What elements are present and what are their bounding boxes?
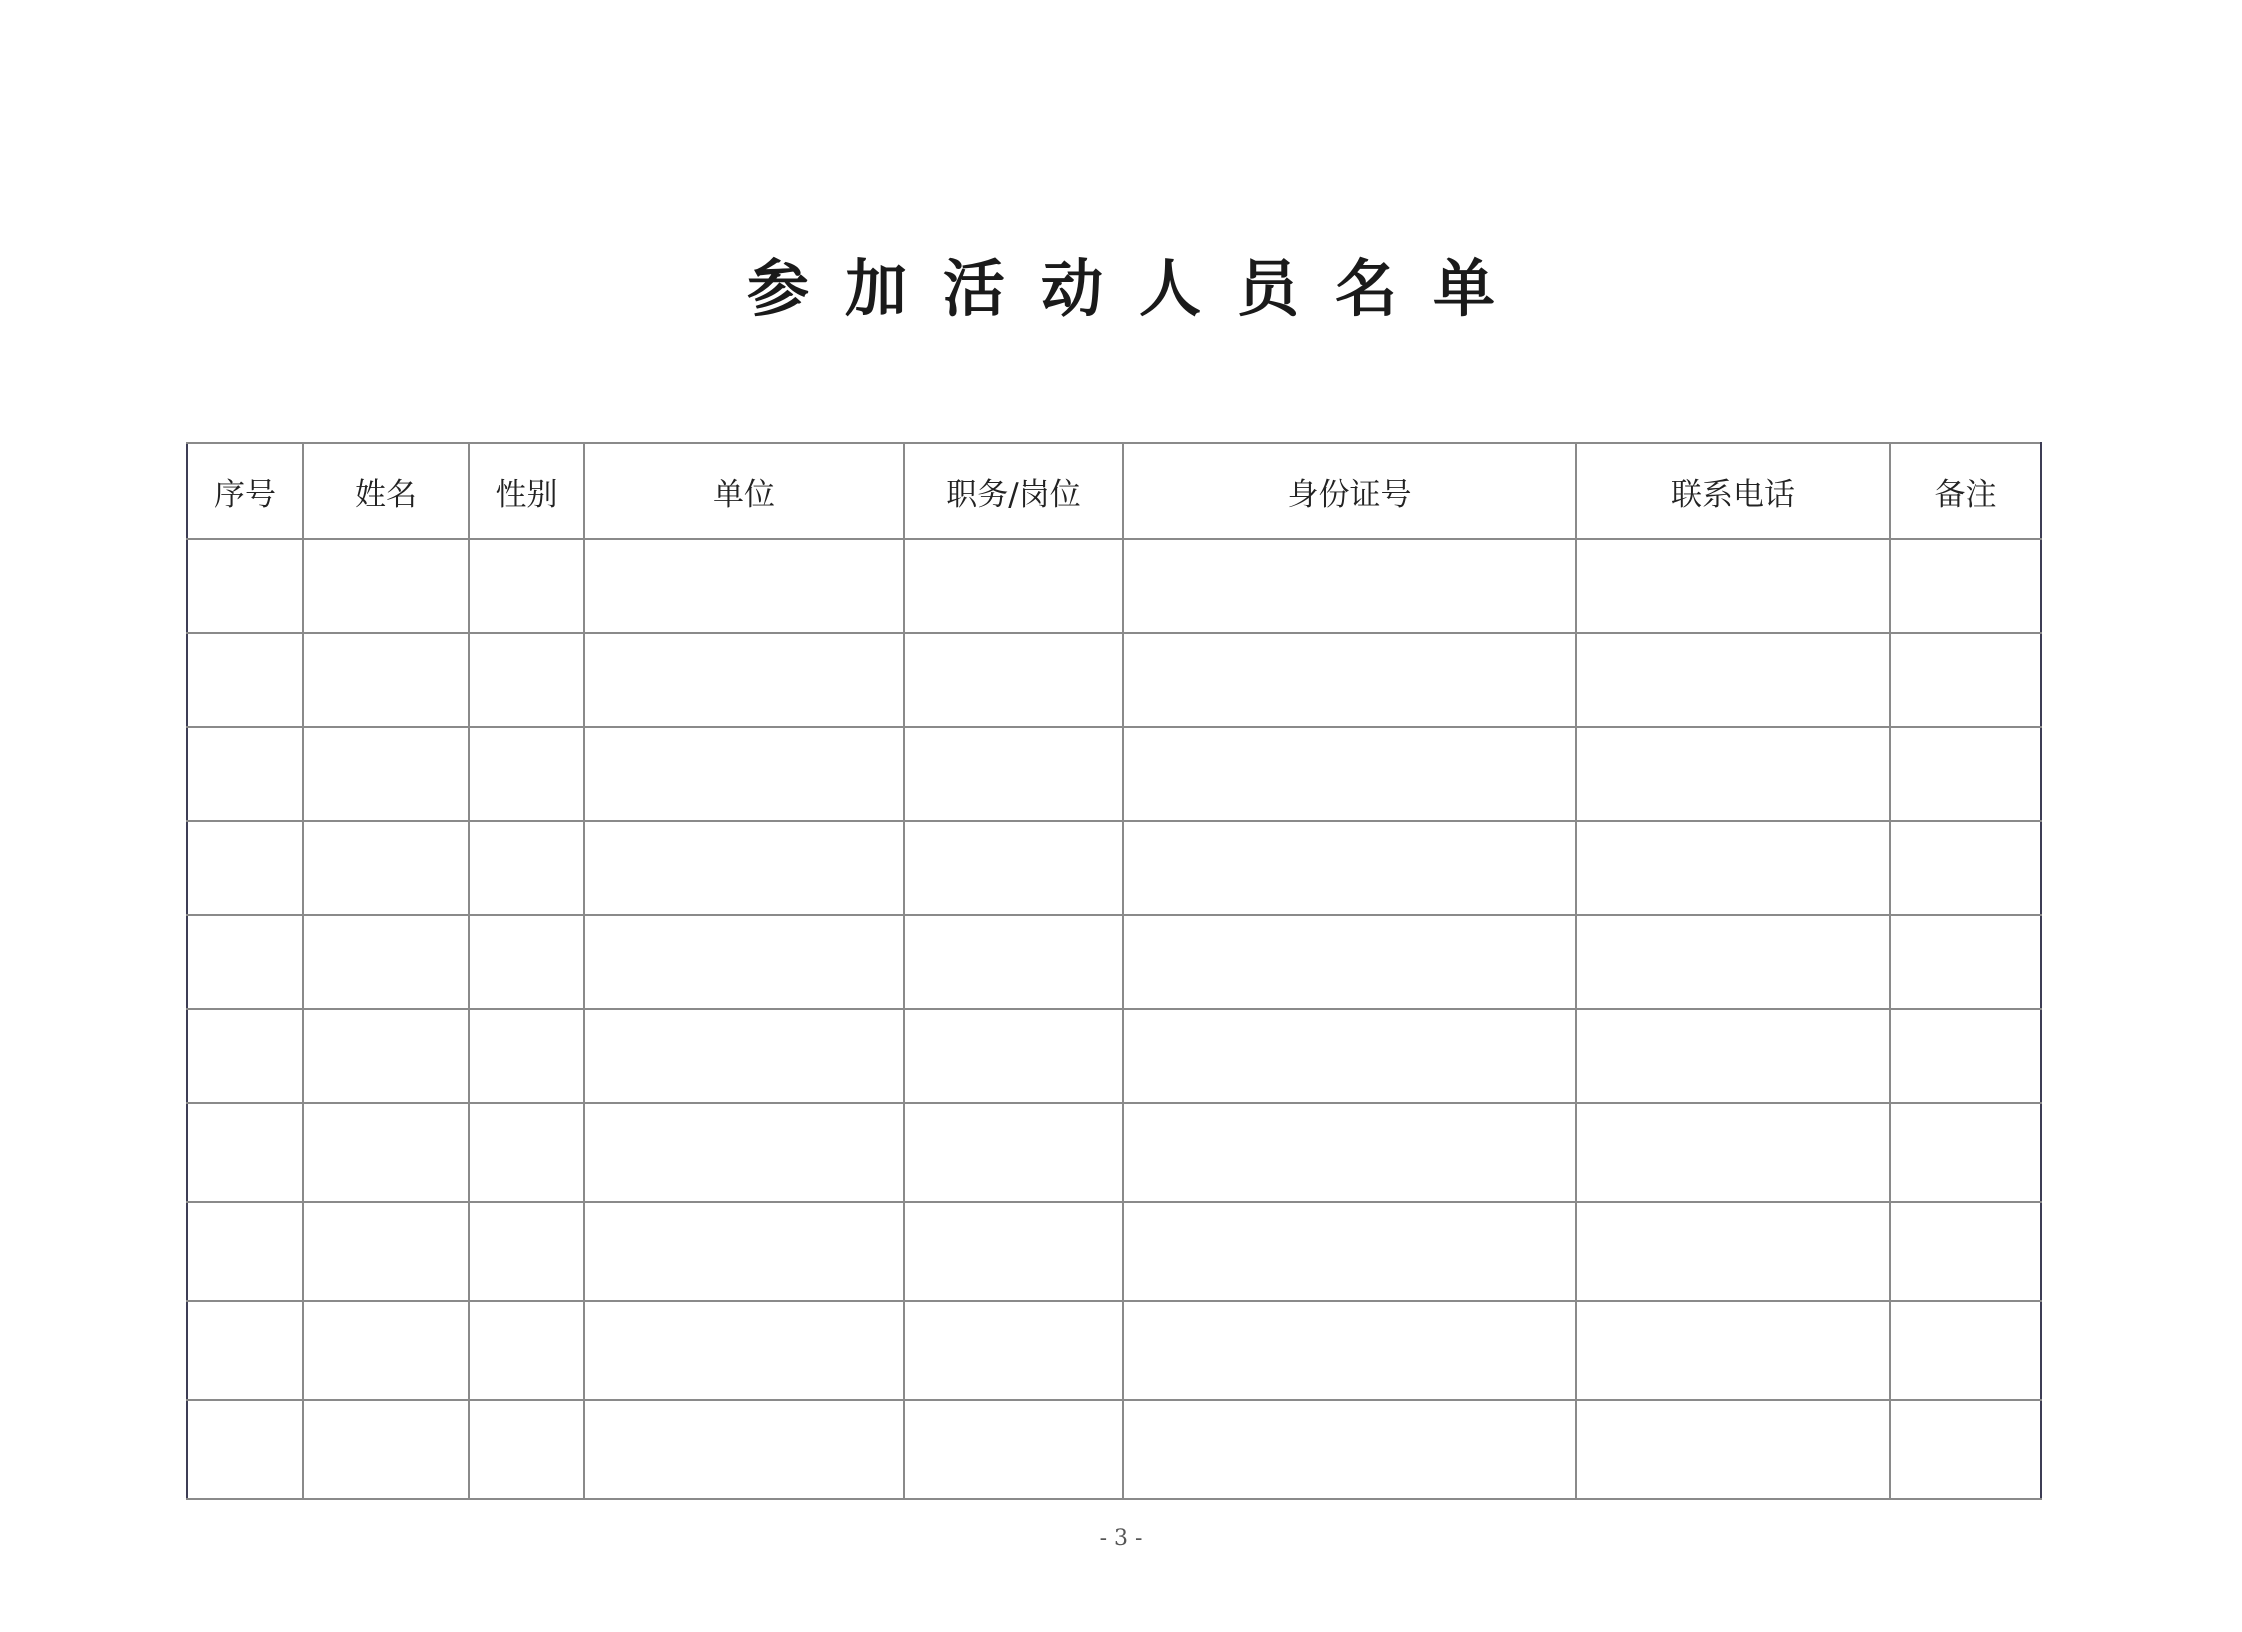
table-cell-gender bbox=[469, 539, 584, 633]
table-row bbox=[187, 915, 2041, 1009]
table-cell-remarks bbox=[1890, 727, 2041, 821]
table-cell-name bbox=[303, 539, 469, 633]
table-cell-remarks bbox=[1890, 1103, 2041, 1202]
header-cell-remarks: 备注 bbox=[1890, 443, 2041, 539]
table-cell-remarks bbox=[1890, 915, 2041, 1009]
table-cell-index bbox=[187, 821, 303, 915]
table-row bbox=[187, 1009, 2041, 1103]
table-cell-name bbox=[303, 1301, 469, 1400]
table-cell-index bbox=[187, 727, 303, 821]
table-cell-id-number bbox=[1123, 633, 1576, 727]
table-row bbox=[187, 539, 2041, 633]
table-cell-gender bbox=[469, 1301, 584, 1400]
table-cell-organization bbox=[584, 821, 904, 915]
table-cell-phone bbox=[1576, 727, 1890, 821]
table-cell-organization bbox=[584, 633, 904, 727]
header-cell-organization: 单位 bbox=[584, 443, 904, 539]
page-title: 参加活动人员名单 bbox=[746, 252, 1531, 325]
table-cell-id-number bbox=[1123, 727, 1576, 821]
participant-table bbox=[186, 442, 2042, 1500]
table-cell-gender bbox=[469, 1202, 584, 1301]
table-cell-index bbox=[187, 1009, 303, 1103]
table-cell-phone bbox=[1576, 821, 1890, 915]
table-row bbox=[187, 633, 2041, 727]
table-cell-position bbox=[904, 915, 1123, 1009]
table-cell-remarks bbox=[1890, 1400, 2041, 1499]
table-cell-id-number bbox=[1123, 1400, 1576, 1499]
header-cell-position: 职务/岗位 bbox=[904, 443, 1123, 539]
table-cell-remarks bbox=[1890, 1301, 2041, 1400]
table-cell-phone bbox=[1576, 539, 1890, 633]
table-cell-index bbox=[187, 633, 303, 727]
table-cell-organization bbox=[584, 1202, 904, 1301]
header-cell-index: 序号 bbox=[187, 443, 303, 539]
table-row bbox=[187, 1400, 2041, 1499]
table-cell-organization bbox=[584, 539, 904, 633]
table-cell-id-number bbox=[1123, 915, 1576, 1009]
table-cell-gender bbox=[469, 1009, 584, 1103]
table-cell-id-number bbox=[1123, 539, 1576, 633]
table-cell-index bbox=[187, 1400, 303, 1499]
table-cell-phone bbox=[1576, 915, 1890, 1009]
table-cell-id-number bbox=[1123, 1009, 1576, 1103]
table-cell-position bbox=[904, 1202, 1123, 1301]
table-cell-organization bbox=[584, 1301, 904, 1400]
table-cell-position bbox=[904, 633, 1123, 727]
table-cell-phone bbox=[1576, 1009, 1890, 1103]
table-cell-position bbox=[904, 1400, 1123, 1499]
table-cell-name bbox=[303, 1400, 469, 1499]
table-cell-organization bbox=[584, 915, 904, 1009]
table-cell-index bbox=[187, 1301, 303, 1400]
table-cell-position bbox=[904, 1301, 1123, 1400]
table-cell-position bbox=[904, 539, 1123, 633]
table-cell-id-number bbox=[1123, 1301, 1576, 1400]
table-cell-position bbox=[904, 727, 1123, 821]
table-cell-phone bbox=[1576, 1400, 1890, 1499]
table-cell-id-number bbox=[1123, 1202, 1576, 1301]
table-cell-position bbox=[904, 821, 1123, 915]
table-cell-name bbox=[303, 1202, 469, 1301]
table-cell-name bbox=[303, 915, 469, 1009]
table-row bbox=[187, 1301, 2041, 1400]
table-cell-position bbox=[904, 1103, 1123, 1202]
header-cell-gender: 性别 bbox=[469, 443, 584, 539]
table-cell-gender bbox=[469, 1103, 584, 1202]
table-row bbox=[187, 1103, 2041, 1202]
table-cell-organization bbox=[584, 727, 904, 821]
table-cell-name bbox=[303, 727, 469, 821]
table-cell-name bbox=[303, 821, 469, 915]
table-header-row bbox=[187, 443, 2041, 539]
table-cell-organization bbox=[584, 1103, 904, 1202]
table-cell-name bbox=[303, 633, 469, 727]
header-cell-phone: 联系电话 bbox=[1576, 443, 1890, 539]
table-cell-index bbox=[187, 1202, 303, 1301]
header-cell-id-number: 身份证号 bbox=[1123, 443, 1576, 539]
table-cell-remarks bbox=[1890, 539, 2041, 633]
table-cell-index bbox=[187, 539, 303, 633]
table-cell-id-number bbox=[1123, 1103, 1576, 1202]
table-cell-name bbox=[303, 1103, 469, 1202]
table-cell-gender bbox=[469, 915, 584, 1009]
table-cell-remarks bbox=[1890, 633, 2041, 727]
table-cell-gender bbox=[469, 633, 584, 727]
table-cell-position bbox=[904, 1009, 1123, 1103]
table-cell-phone bbox=[1576, 1202, 1890, 1301]
header-cell-name: 姓名 bbox=[303, 443, 469, 539]
table-row bbox=[187, 821, 2041, 915]
table-cell-remarks bbox=[1890, 821, 2041, 915]
table-cell-index bbox=[187, 915, 303, 1009]
table-cell-name bbox=[303, 1009, 469, 1103]
table-cell-remarks bbox=[1890, 1202, 2041, 1301]
table-cell-phone bbox=[1576, 633, 1890, 727]
page-number: - 3 - bbox=[1099, 1526, 1143, 1551]
table-cell-organization bbox=[584, 1009, 904, 1103]
table-cell-id-number bbox=[1123, 821, 1576, 915]
table-cell-gender bbox=[469, 821, 584, 915]
table-cell-gender bbox=[469, 1400, 584, 1499]
table-cell-phone bbox=[1576, 1103, 1890, 1202]
table-row bbox=[187, 727, 2041, 821]
table-cell-organization bbox=[584, 1400, 904, 1499]
table-row bbox=[187, 1202, 2041, 1301]
table-cell-remarks bbox=[1890, 1009, 2041, 1103]
table-cell-gender bbox=[469, 727, 584, 821]
table-cell-index bbox=[187, 1103, 303, 1202]
table-cell-phone bbox=[1576, 1301, 1890, 1400]
